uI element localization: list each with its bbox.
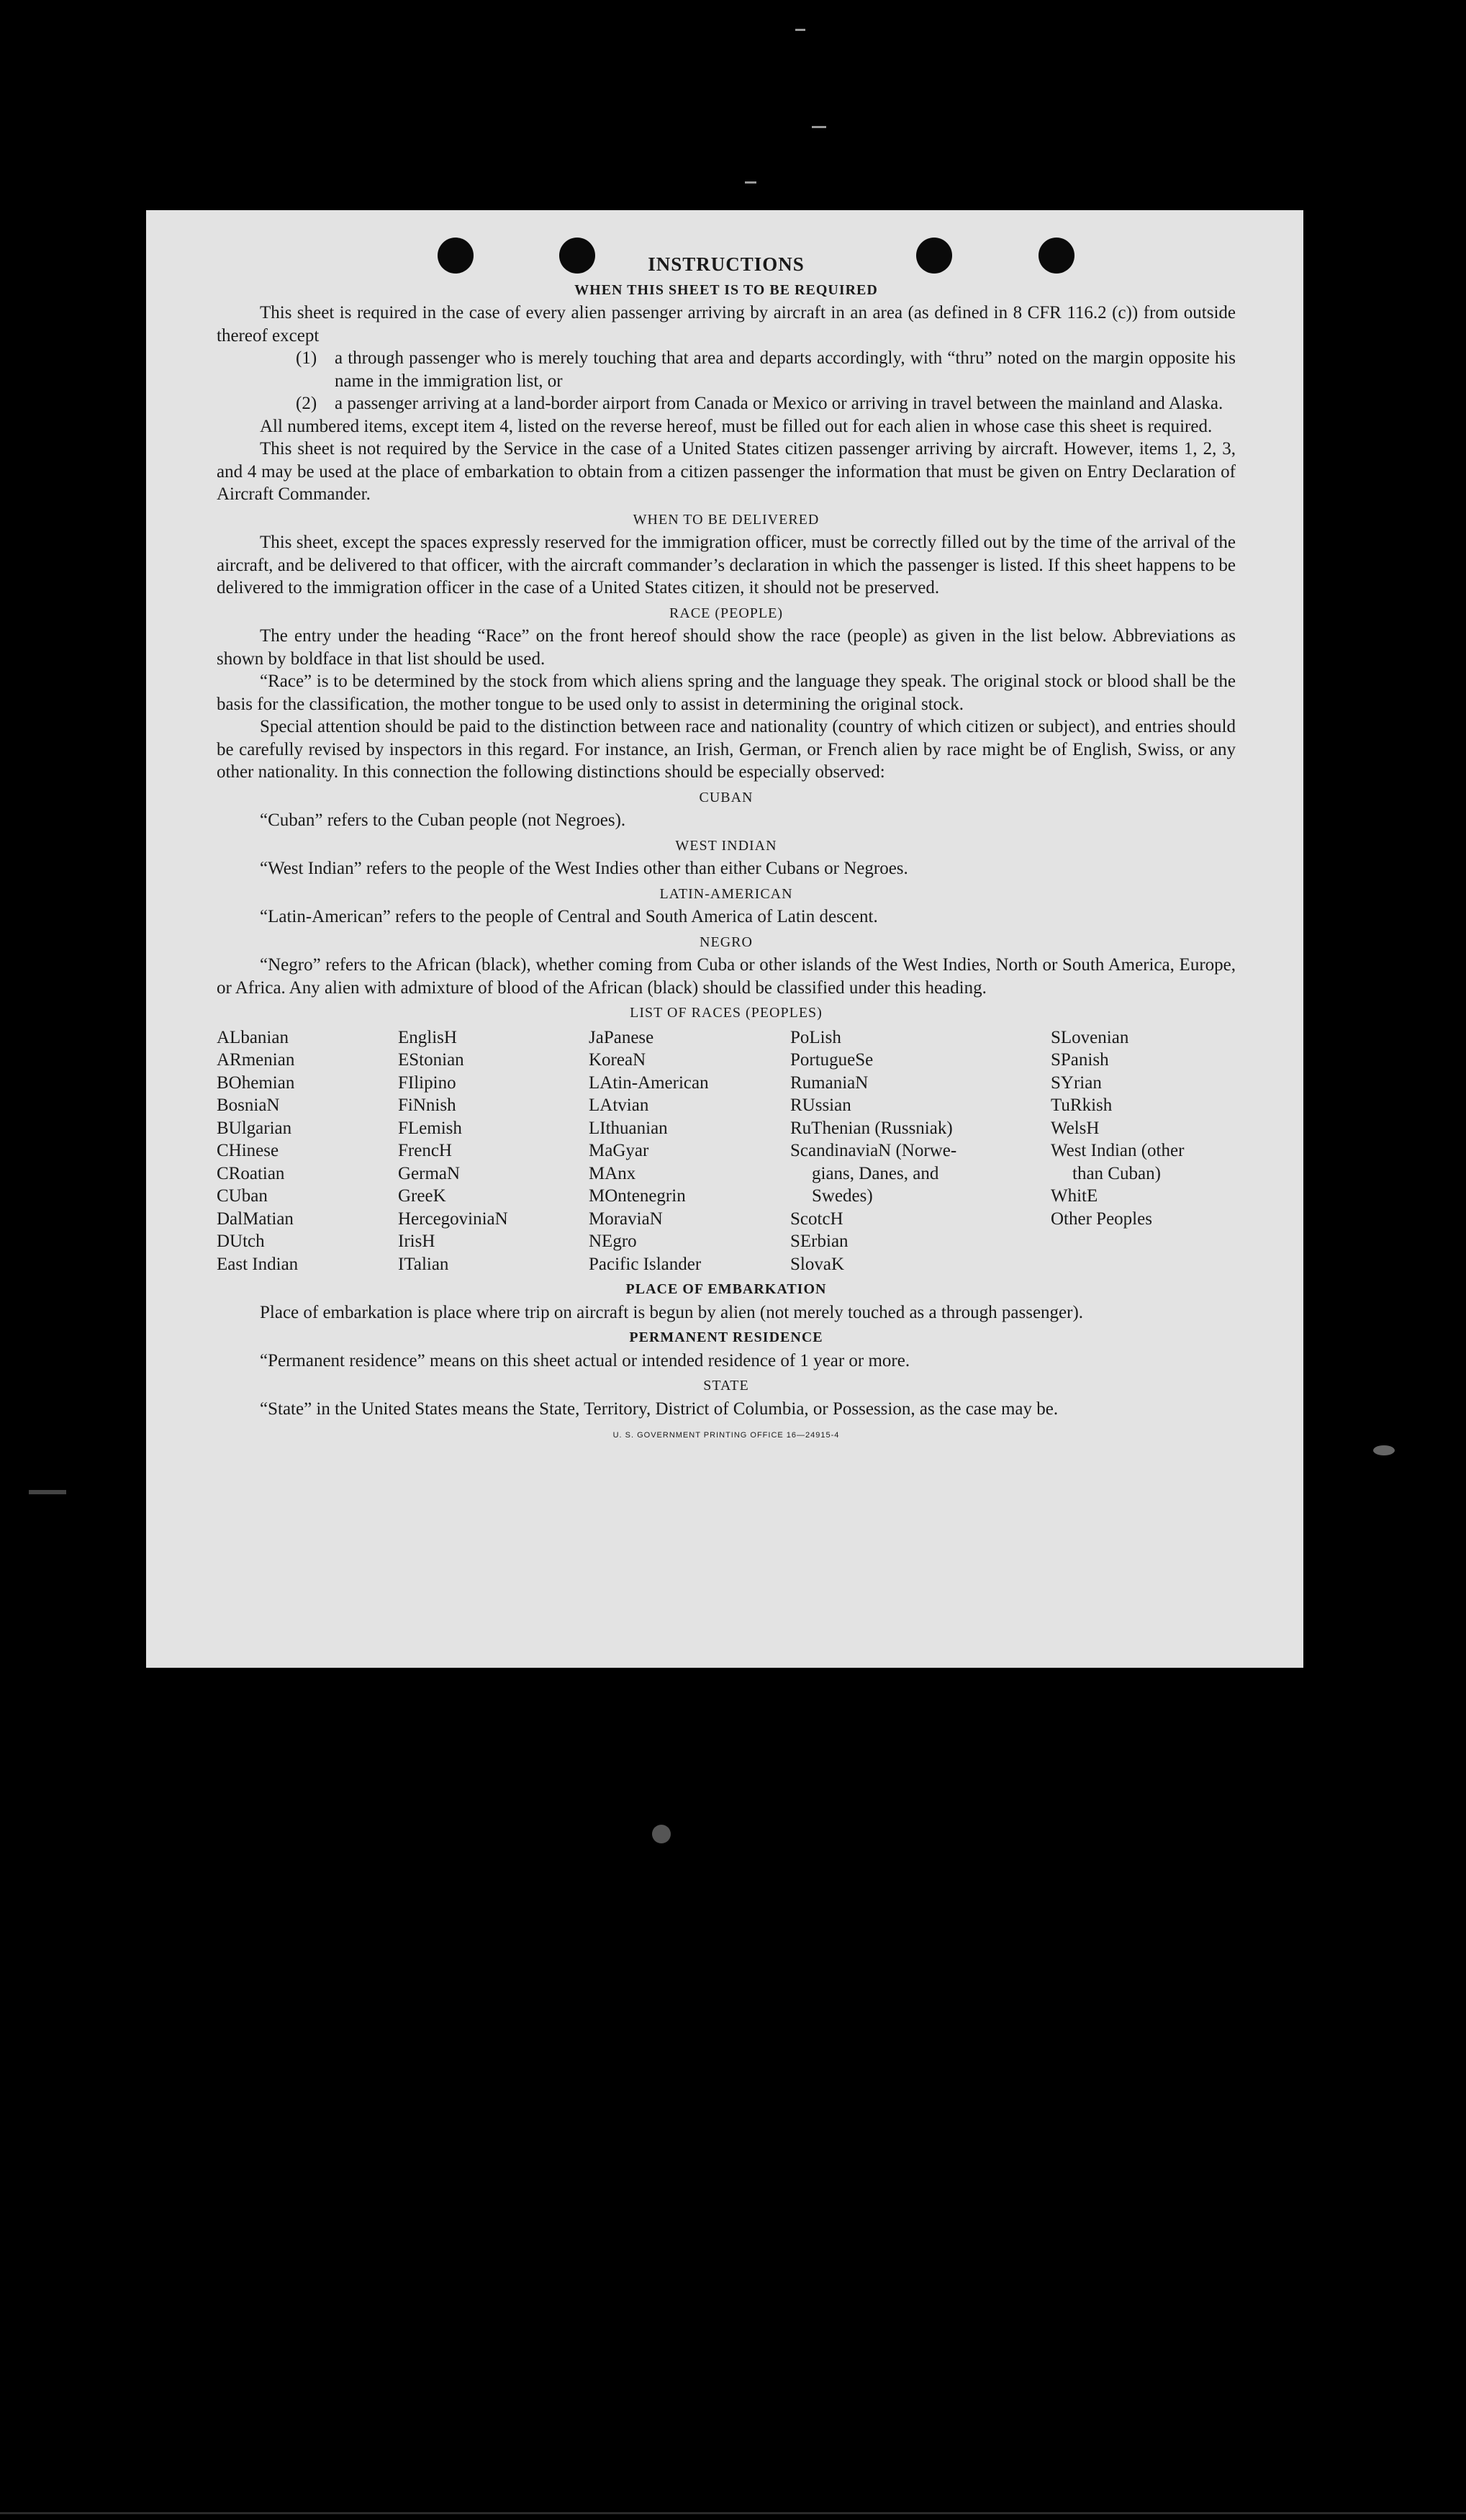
race-entry: EStonian — [398, 1050, 464, 1070]
scan-artifact — [652, 1825, 671, 1843]
race-entry: MoraviaN — [589, 1209, 663, 1229]
race-entry: RuThenian (Russniak) — [790, 1118, 953, 1138]
section-heading: RACE (PEOPLE) — [669, 605, 783, 621]
instruction-sheet — [146, 210, 1303, 1668]
race-entry: BosniaN — [217, 1096, 280, 1115]
paragraph: “Permanent residence” means on this sheet actual or intended residence of 1 year or more. — [260, 1350, 910, 1370]
race-entry: MAnx — [589, 1163, 636, 1183]
scan-artifact — [745, 181, 756, 184]
scan-artifact — [795, 29, 805, 31]
section-heading: NEGRO — [700, 934, 753, 950]
section-heading: LIST OF RACES (PEOPLES) — [630, 1005, 823, 1021]
race-entry: Swedes) — [812, 1186, 873, 1206]
race-entry: CUban — [217, 1186, 268, 1206]
race-entry: HercegoviniaN — [398, 1209, 508, 1229]
race-entry: LIthuanian — [589, 1118, 668, 1138]
printer-imprint: U. S. GOVERNMENT PRINTING OFFICE 16—24915-4 — [612, 1431, 840, 1440]
paragraph: This sheet, except the spaces expressly reserved for the immigration officer, must be correctly filled out by the time of the arrival of the aircraft, and be delivered to that officer, with the aircraft commander’s declaration in which the passenger is listed. If this sheet happens to be delivered to the immigration officer in the case of a United States citizen, it should not be preserved. — [217, 533, 1236, 597]
race-entry: BUlgarian — [217, 1118, 292, 1138]
paragraph: The entry under the heading “Race” on the front hereof should show the race (people) as given in the list below. Abbreviations as shown by boldface in that list should be used. — [217, 626, 1236, 669]
paragraph: Place of embarkation is place where trip on aircraft is begun by alien (not merely touched as a through passenger). — [260, 1302, 1084, 1322]
race-entry: GreeK — [398, 1186, 446, 1206]
race-entry: than Cuban) — [1072, 1163, 1161, 1183]
race-entry: KoreaN — [589, 1050, 646, 1070]
paragraph: This sheet is not required by the Service in the case of a United States citizen passenger arriving by aircraft. However, items 1, 2, 3, and 4 may be used at the place of embarkation to obtain from a citizen passenger the information that must be given on Entry Declaration of Aircraft Commander. — [217, 439, 1236, 504]
race-entry: LAtin-American — [589, 1072, 709, 1093]
scan-artifact — [29, 1490, 66, 1494]
race-entry: Pacific Islander — [589, 1254, 702, 1274]
paragraph: This sheet is required in the case of every alien passenger arriving by aircraft in an area (as defined in 8 CFR 116.2 (c)) from outside thereof except — [217, 303, 1236, 346]
paragraph: “West Indian” refers to the people of the West Indies other than either Cubans or Negroes. — [260, 859, 908, 878]
scan-artifact — [0, 2512, 1466, 2514]
race-entry: NEgro — [589, 1232, 637, 1251]
race-entry: LAtvian — [589, 1096, 649, 1115]
item-number: (2) — [296, 394, 317, 413]
race-entry: GermaN — [398, 1163, 461, 1183]
section-heading: WHEN THIS SHEET IS TO BE REQUIRED — [574, 281, 878, 298]
race-entry: MOntenegrin — [589, 1186, 686, 1206]
races-column — [217, 1026, 398, 1276]
section-heading: STATE — [703, 1378, 749, 1394]
paragraph: All numbered items, except item 4, listed on the reverse hereof, must be filled out for each alien in whose case this sheet is required. — [260, 416, 1213, 436]
race-entry: IrisH — [398, 1232, 435, 1251]
race-entry: CHinese — [217, 1141, 279, 1160]
item-number: (1) — [296, 348, 317, 368]
scan-artifact — [1373, 1445, 1395, 1455]
race-entry: ITalian — [398, 1254, 449, 1274]
race-entry: WelsH — [1051, 1118, 1100, 1138]
race-entry: ARmenian — [217, 1050, 295, 1070]
race-entry: MaGyar — [589, 1141, 649, 1160]
race-entry: FLemish — [398, 1118, 462, 1138]
race-entry: ScandinaviaN (Norwe- — [790, 1141, 957, 1160]
race-entry: SErbian — [790, 1232, 849, 1251]
race-entry: RUssian — [790, 1096, 851, 1115]
race-entry: FIlipino — [398, 1072, 456, 1093]
race-entry: PortugueSe — [790, 1050, 874, 1070]
races-column — [790, 1026, 1051, 1276]
race-entry: FiNnish — [398, 1096, 456, 1115]
item-text: a passenger arriving at a land-border airport from Canada or Mexico or arriving in travel between the mainland and Alaska. — [335, 394, 1223, 413]
paragraph: “Latin-American” refers to the people of Central and South America of Latin descent. — [260, 907, 878, 926]
races-column — [589, 1026, 790, 1276]
race-entry: PoLish — [790, 1027, 841, 1047]
section-heading: PERMANENT RESIDENCE — [629, 1329, 823, 1345]
race-entry: SYrian — [1051, 1072, 1102, 1093]
paragraph: “State” in the United States means the State, Territory, District of Columbia, or Possession, as the case may be. — [260, 1399, 1059, 1419]
races-column — [398, 1026, 589, 1276]
document-title: INSTRUCTIONS — [648, 253, 805, 275]
race-entry: RumaniaN — [790, 1072, 869, 1093]
scan-artifact — [812, 126, 826, 128]
race-entry: FrencH — [398, 1141, 452, 1160]
race-entry: East Indian — [217, 1254, 299, 1274]
section-heading: CUBAN — [699, 789, 754, 805]
race-entry: SPanish — [1051, 1050, 1109, 1070]
race-entry: SLovenian — [1051, 1027, 1129, 1047]
race-entry: BOhemian — [217, 1072, 295, 1093]
races-column — [1051, 1026, 1234, 1276]
races-list — [217, 1026, 1236, 1276]
section-heading: PLACE OF EMBARKATION — [625, 1281, 827, 1297]
race-entry: gians, Danes, and — [812, 1163, 939, 1183]
section-heading: WEST INDIAN — [675, 837, 777, 854]
race-entry: DUtch — [217, 1232, 265, 1251]
item-text: a through passenger who is merely touching that area and departs accordingly, with “thru” noted on the margin opposite his name in the immigration list, or — [335, 348, 1236, 391]
paragraph: “Cuban” refers to the Cuban people (not Negroes). — [260, 810, 626, 830]
paragraph: “Race” is to be determined by the stock from which aliens spring and the language they speak. The original stock or blood shall be the basis for the classification, the mother tongue to be used only to assist in determining the original stock. — [217, 672, 1236, 714]
paragraph: Special attention should be paid to the distinction between race and nationality (country of which citizen or subject), and entries should be carefully revised by inspectors in this regard. For instance, an Irish, German, or French alien by race might be of English, Swiss, or any other nationality. In this connection the following distinctions should be especially observed: — [217, 717, 1236, 782]
race-entry: WhitE — [1051, 1186, 1098, 1206]
document-body — [217, 253, 1236, 1448]
race-entry: West Indian (other — [1051, 1141, 1185, 1160]
exception-item — [296, 392, 1236, 415]
section-heading: WHEN TO BE DELIVERED — [633, 511, 820, 528]
race-entry: JaPanese — [589, 1027, 654, 1047]
race-entry: SlovaK — [790, 1254, 844, 1274]
race-entry: DalMatian — [217, 1209, 294, 1229]
race-entry: EnglisH — [398, 1027, 457, 1047]
exception-item — [296, 347, 1236, 392]
race-entry: TuRkish — [1051, 1096, 1113, 1115]
race-entry: ALbanian — [217, 1027, 289, 1047]
race-entry: CRoatian — [217, 1163, 285, 1183]
race-entry: Other Peoples — [1051, 1209, 1152, 1229]
paragraph: “Negro” refers to the African (black), whether coming from Cuba or other islands of the West Indies, North or South America, Europe, or Africa. Any alien with admixture of blood of the African (black) should be classified under this heading. — [217, 955, 1236, 998]
race-entry: ScotcH — [790, 1209, 843, 1229]
section-heading: LATIN-AMERICAN — [659, 885, 793, 902]
